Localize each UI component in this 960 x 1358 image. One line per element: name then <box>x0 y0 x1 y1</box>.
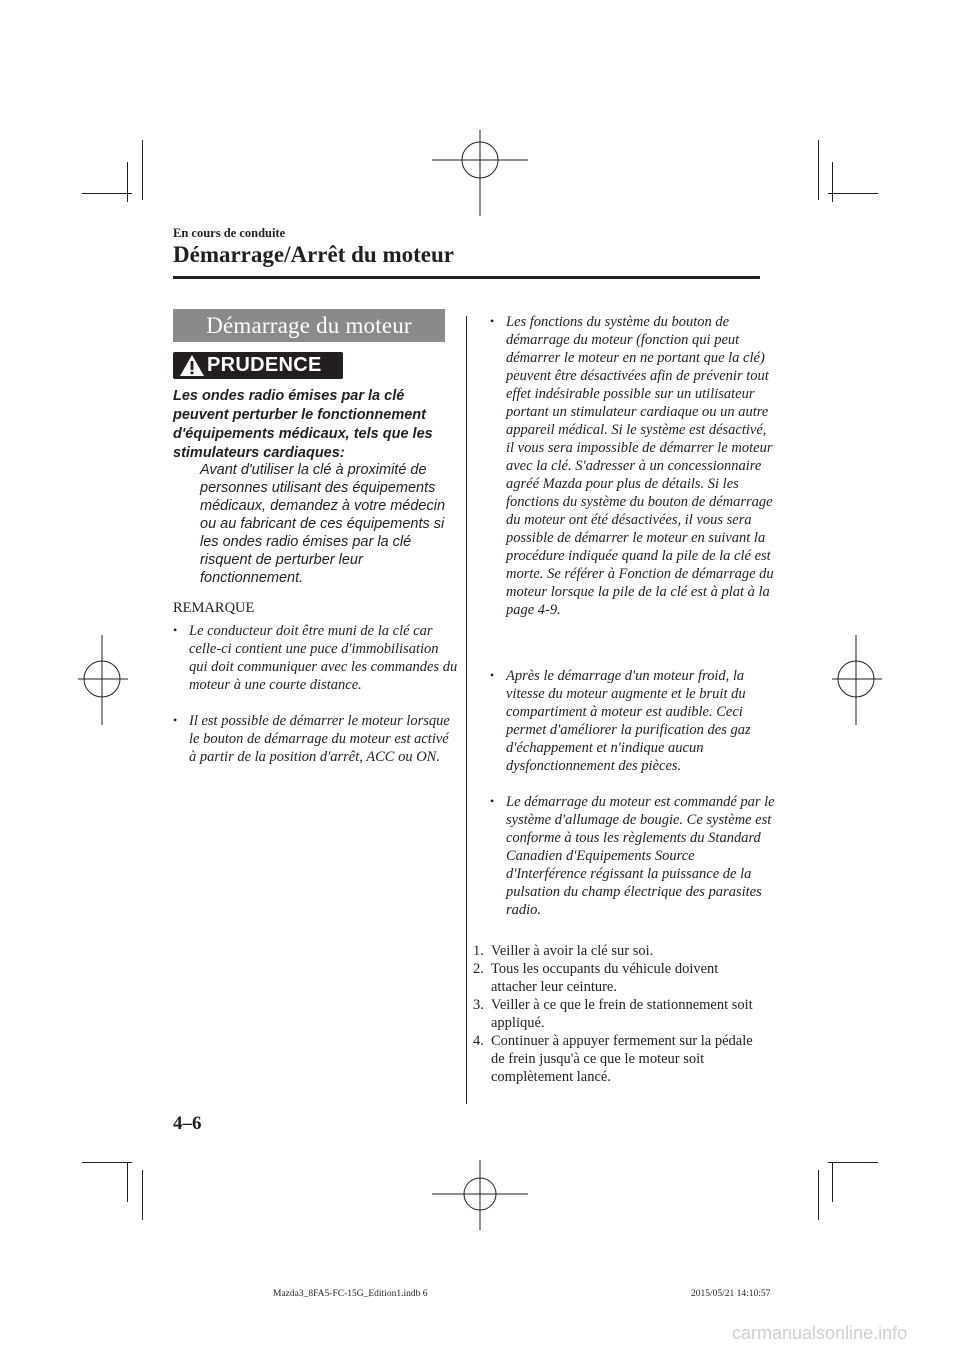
header-rule <box>173 276 760 279</box>
page-title: Démarrage/Arrêt du moteur <box>173 242 454 267</box>
registration-mark-icon <box>78 635 128 725</box>
step-number: 2. <box>473 961 484 977</box>
crop-mark <box>142 140 143 200</box>
step-item <box>473 1032 761 1086</box>
list-item <box>173 622 459 694</box>
warning-triangle-icon <box>179 354 205 377</box>
caution-heading: Les ondes radio émises par la clé peuvent perturber le fonctionnement d'équipements médicaux, tels que les stimulateurs cardiaques: <box>173 388 433 461</box>
caution-badge <box>173 352 343 379</box>
remarque-label: REMARQUE <box>173 600 255 616</box>
list-item-text: Il est possible de démarrer le moteur lorsque le bouton de démarrage du moteur est activé à partir de la position d'arrêt, ACC ou ON. <box>189 713 450 765</box>
step-number: 4. <box>473 1033 484 1049</box>
crop-mark <box>828 1162 878 1163</box>
caution-label: PRUDENCE <box>207 354 322 376</box>
list-item-text: Les fonctions du système du bouton de démarrage du moteur (fonction qui peut démarrer le moteur en ne portant que la clé) peuvent être désactivées afin de prévenir tout effet indésirable possible sur un utilisateur portant un stimulateur cardiaque ou un autre appareil médical. Si le système est désactivé, il vous sera impossible de démarrer le moteur avec la clé. S'adresser à un concessionnaire agréé Mazda pour plus de détails. Si les fonctions du système du bouton de démarrage du moteur ont été désactivées, il vous sera possible de démarrer le moteur en suivant la procédure indiquée quand la pile de la clé est morte. Se référer à Fonction de démarrage du moteur lorsque la pile de la clé est à plat à la page 4-9. <box>506 314 774 618</box>
crop-mark <box>828 193 878 194</box>
bullet-icon: • <box>173 713 178 727</box>
caution-body: Avant d'utiliser la clé à proximité de personnes utilisant des équipements médicaux, demandez à votre médecin ou au fabricant de ces équipements si les ondes radio émises par la clé risquent de perturber leur fonctionnement. <box>200 462 446 586</box>
registration-mark-icon <box>432 130 528 216</box>
crop-mark <box>127 162 128 202</box>
list-item <box>173 712 459 766</box>
step-item <box>473 996 761 1032</box>
bullet-icon: • <box>490 314 495 328</box>
step-item <box>473 942 761 960</box>
crop-mark <box>82 193 132 194</box>
crop-mark <box>82 1162 132 1163</box>
running-header-section: En cours de conduite <box>173 226 286 240</box>
crop-mark <box>832 1162 833 1202</box>
crop-mark <box>818 140 819 200</box>
column-divider <box>466 316 467 1104</box>
crop-mark <box>832 162 833 202</box>
crop-mark <box>127 1162 128 1202</box>
crop-mark <box>142 1170 143 1220</box>
bullet-icon: • <box>173 623 178 637</box>
step-number: 1. <box>473 943 484 959</box>
list-item <box>490 793 776 919</box>
list-item <box>490 667 776 775</box>
crop-mark <box>818 1170 819 1220</box>
registration-mark-icon <box>432 1160 528 1230</box>
step-item <box>473 960 761 996</box>
registration-mark-icon <box>832 635 882 725</box>
step-text: Tous les occupants du véhicule doivent attacher leur ceinture. <box>491 961 719 995</box>
footer-filename: Mazda3_8FA5-FC-15G_Edition1.indb 6 <box>273 1289 428 1299</box>
section-banner: Démarrage du moteur <box>173 309 445 342</box>
step-number: 3. <box>473 997 484 1013</box>
list-item-text: Après le démarrage d'un moteur froid, la vitesse du moteur augmente et le bruit du compartiment à moteur est audible. Ceci permet d'améliorer la purification des gaz d'échappement et n'indique aucun dysfonctionnement des pièces. <box>506 668 751 774</box>
step-text: Veiller à avoir la clé sur soi. <box>491 943 654 959</box>
watermark: carmanualsonline.info <box>732 1323 908 1343</box>
step-text: Veiller à ce que le frein de stationnement soit appliqué. <box>491 997 753 1031</box>
bullet-icon: • <box>490 794 495 808</box>
bullet-icon: • <box>490 668 495 682</box>
list-item-text: Le conducteur doit être muni de la clé car celle-ci contient une puce d'immobilisation qui doit communiquer avec les commandes du moteur à une courte distance. <box>189 623 458 693</box>
list-item <box>490 313 776 619</box>
list-item-text: Le démarrage du moteur est commandé par le système d'allumage de bougie. Ce système est conforme à tous les règlements du Standard Canadien d'Equipements Source d'Interférence régissant la puissance de la pulsation du champ électrique des parasites radio. <box>506 794 775 918</box>
footer-timestamp: 2015/05/21 14:10:57 <box>691 1289 771 1299</box>
page-number: 4–6 <box>173 1113 202 1134</box>
step-text: Continuer à appuyer fermement sur la pédale de frein jusqu'à ce que le moteur soit complètement lancé. <box>491 1033 753 1085</box>
